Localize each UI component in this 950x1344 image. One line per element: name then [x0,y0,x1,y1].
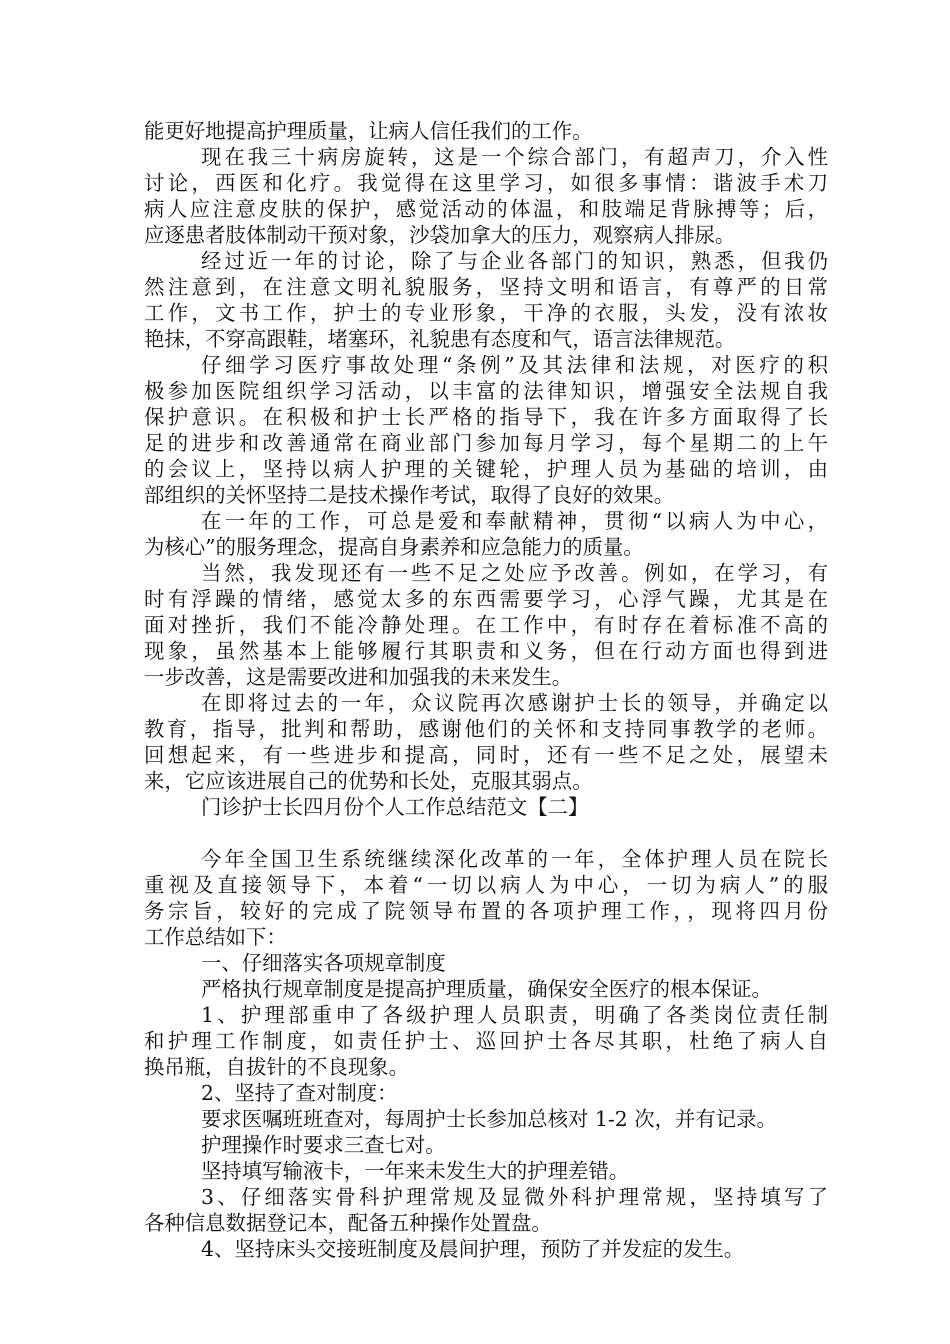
text-line: 工作总结如下： [144,925,287,949]
text-line: 护理操作时要求三查七对。 [201,1133,446,1157]
text-line: 严格执行规章制度是提高护理质量，确保安全医疗的根本保证。 [201,977,772,1001]
text-line: 当然，我发现还有一些不足之处应予改善。例如，在学习，有 [201,561,828,585]
text-line: 艳抹，不穿高跟鞋，堵塞环，礼貌患有态度和气，语言法律规范。 [144,327,736,351]
text-line: 回想起来，有一些进步和提高，同时，还有一些不足之处，展望未 [144,743,828,767]
text-line: 病人应注意皮肤的保护，感觉活动的体温，和肢端足背脉搏等；后， [144,197,828,221]
document-page [144,118,828,1262]
text-line: 门诊护士长四月份个人工作总结范文【二】 [201,795,589,819]
text-line: 4、坚持床头交接班制度及晨间护理，预防了并发症的发生。 [201,1237,745,1261]
text-line: 1、护理部重申了各级护理人员职责，明确了各类岗位责任制 [201,1003,828,1027]
text-line: 换吊瓶，自拔针的不良现象。 [144,1055,410,1079]
blank-line [144,820,828,846]
text-line: 在一年的工作，可总是爱和奉献精神，贯彻“以病人为中心， [201,509,828,533]
text-line: 足的进步和改善通常在商业部门参加每月学习，每个星期二的上午 [144,431,828,455]
text-line: 在即将过去的一年，众议院再次感谢护士长的领导，并确定以 [201,691,828,715]
text-line: 现在我三十病房旋转，这是一个综合部门，有超声刀，介入性 [201,145,828,169]
text-line: 经过近一年的讨论，除了与企业各部门的知识，熟悉，但我仍 [201,249,828,273]
text-line: 各种信息数据登记本，配备五种操作处置盘。 [144,1211,552,1235]
text-line: 教育，指导，批判和帮助，感谢他们的关怀和支持同事教学的老师。 [144,717,828,741]
text-line: 然注意到，在注意文明礼貌服务，坚持文明和语言，有尊严的日常 [144,275,828,299]
text-line: 2、坚持了查对制度： [201,1081,398,1105]
text-line: 来，它应该进展自己的优势和长处，克服其弱点。 [144,769,593,793]
text-line: 一步改善，这是需要改进和加强我的未来发生。 [144,665,573,689]
text-line: 要求医嘱班班查对，每周护士长参加总核对 1-2 次，并有记录。 [201,1107,777,1131]
text-line: 坚持填写输液卡，一年来未发生大的护理差错。 [201,1159,630,1183]
text-line: 3、仔细落实骨科护理常规及显微外科护理常规，坚持填写了 [201,1185,828,1209]
text-line: 一、仔细落实各项规章制度 [201,951,446,975]
text-line: 面对挫折，我们不能冷静处理。在工作中，有时存在着标准不高的 [144,613,828,637]
text-line: 现象，虽然基本上能够履行其职责和义务，但在行动方面也得到进 [144,639,828,663]
text-line: 和护理工作制度，如责任护士、巡回护士各尽其职，杜绝了病人自 [144,1029,828,1053]
text-line: 能更好地提高护理质量，让病人信任我们的工作。 [144,119,593,143]
text-line: 应逐患者肢体制动干预对象，沙袋加拿大的压力，观察病人排尿。 [144,223,736,247]
text-line: 讨论，西医和化疗。我觉得在这里学习，如很多事情：谐波手术刀 [144,171,828,195]
text-line: 时有浮躁的情绪，感觉太多的东西需要学习，心浮气躁，尤其是在 [144,587,828,611]
text-line: 部组织的关怀坚持二是技术操作考试，取得了良好的效果。 [144,483,675,507]
text-line: 今年全国卫生系统继续深化改革的一年，全体护理人员在院长 [201,847,828,871]
text-line: 务宗旨，较好的完成了院领导布置的各项护理工作，，现将四月份 [144,899,828,923]
text-line: 为核心”的服务理念，提高自身素养和应急能力的质量。 [144,535,644,559]
text-line: 保护意识。在积极和护士长严格的指导下，我在许多方面取得了长 [144,405,828,429]
text-line: 极参加医院组织学习活动，以丰富的法律知识，增强安全法规自我 [144,379,828,403]
text-line: 工作，文书工作，护士的专业形象，干净的衣服，头发，没有浓妆 [144,301,828,325]
text-line: 仔细学习医疗事故处理“条例”及其法律和法规，对医疗的积 [201,353,828,377]
text-line: 重视及直接领导下，本着“一切以病人为中心，一切为病人”的服 [144,873,828,897]
text-line: 的会议上，坚持以病人护理的关键轮，护理人员为基础的培训，由 [144,457,828,481]
